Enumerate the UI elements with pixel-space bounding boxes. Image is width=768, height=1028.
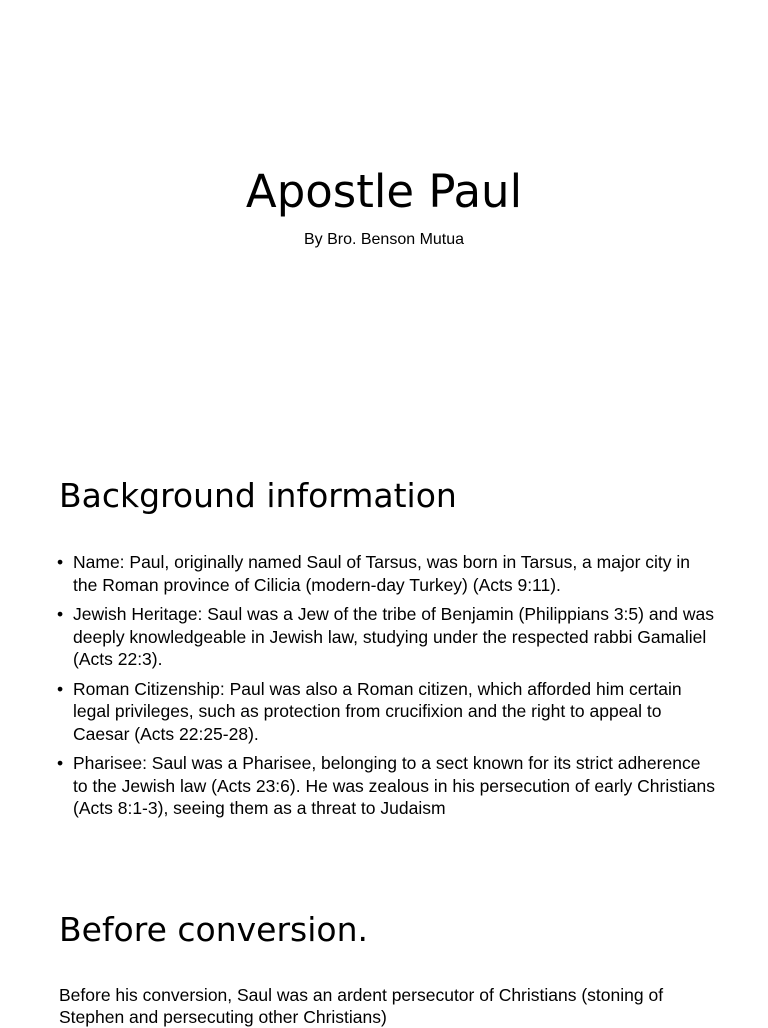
presentation-title: Apostle Paul xyxy=(245,165,523,218)
bullet-item-name xyxy=(57,551,717,596)
bullet-item-pharisee xyxy=(57,752,717,820)
bullet-item-roman-citizenship xyxy=(57,678,717,746)
bullet-marker-icon: • xyxy=(57,552,64,572)
bullet-text: Pharisee: Saul was a Pharisee, belonging to a sect known for its strict adherence to the Jewish law (Acts 23:6). He was zealous in his persecution of early Christians (Acts 8:1-3), seeing them as a threat to Judaism xyxy=(73,753,715,818)
conversion-heading: Before conversion. xyxy=(59,910,368,949)
conversion-paragraph: Before his conversion, Saul was an ardent persecutor of Christians (stoning of Stephen and persecuting other Christians) xyxy=(59,985,664,1027)
background-bullet-list xyxy=(57,551,717,827)
bullet-text: Name: Paul, originally named Saul of Tarsus, was born in Tarsus, a major city in the Roman province of Cilicia (modern-day Turkey) (Acts 9:11). xyxy=(73,552,690,595)
bullet-text: Roman Citizenship: Paul was also a Roman citizen, which afforded him certain legal privileges, such as protection from crucifixion and the right to appeal to Caesar (Acts 22:25-28). xyxy=(73,678,682,744)
background-heading: Background information xyxy=(59,476,457,515)
presentation-subtitle: By Bro. Benson Mutua xyxy=(303,231,465,248)
bullet-text: Jewish Heritage: Saul was a Jew of the tribe of Benjamin (Philippians 3:5) and was deeply knowledgeable in Jewish law, studying under the respected rabbi Gamaliel (Acts 22:3). xyxy=(73,604,715,669)
bullet-marker-icon: • xyxy=(57,678,64,699)
bullet-marker-icon: • xyxy=(57,604,64,624)
title-slide xyxy=(0,0,768,432)
bullet-marker-icon: • xyxy=(57,753,64,773)
bullet-item-jewish-heritage xyxy=(57,603,717,671)
